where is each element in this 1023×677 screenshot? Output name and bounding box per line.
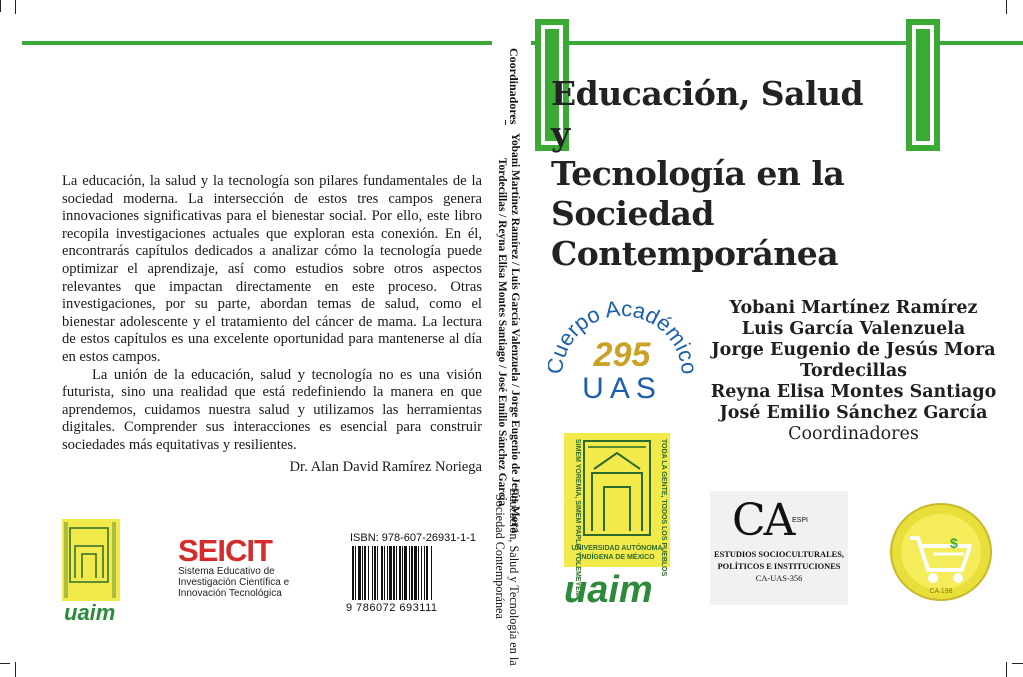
cart-logo-label: CA 198 [929, 588, 953, 595]
ca-line-3: CA-UAS-356 [755, 574, 803, 583]
cuerpo-academico-institution: UAS [582, 372, 662, 405]
barcode-bar [414, 546, 417, 600]
barcode-bar [426, 546, 428, 600]
author-name: Yobani Martínez Ramírez [729, 298, 978, 318]
ca-line-1: ESTUDIOS SOCIOCULTURALES, [713, 550, 844, 559]
spine-authors-line-2: Tordecillas / Reyna Elisa Montes Santiago / José Emilio Sánchez García [496, 158, 508, 507]
top-green-bar-left [22, 41, 492, 45]
barcode-bar [355, 546, 356, 600]
barcode-bar [399, 546, 401, 600]
spine-title-line-1: Educación, Salud y Tecnología en la [507, 488, 521, 666]
crop-mark [0, 663, 10, 664]
uaim-university-line-1: UNIVERSIDAD AUTÓNOMA [571, 545, 663, 552]
barcode-bars [350, 546, 466, 602]
back-cover-synopsis [62, 173, 482, 455]
uaim-logo-small [60, 518, 130, 628]
seicit-line-2: Investigación Científica e [178, 577, 290, 588]
uaim-wordmark-small: uaim [64, 600, 116, 625]
shopping-cart-icon [888, 502, 994, 602]
seicit-line-3: Innovación Tecnológica [178, 588, 282, 599]
coordinadores-label: Coordinadores [788, 424, 919, 444]
barcode-bar [396, 546, 397, 600]
book-title-line-3: Sociedad [551, 194, 714, 233]
barcode-bar [424, 546, 425, 600]
shopping-cart-logo [888, 502, 994, 602]
uaim-side-text-right: TODA LA GENTE, TODOS LOS PUEBLOS [660, 439, 667, 577]
ca-mark: CA [732, 495, 794, 546]
uaim-emblem-small-icon [60, 518, 130, 604]
barcode-bar [352, 546, 354, 600]
book-title-line-4: Contemporánea [551, 234, 839, 273]
cuerpo-academico-number: 295 [593, 336, 651, 374]
barcode-bar [404, 546, 407, 600]
uaim-wordmark-large: uaim [564, 569, 653, 611]
barcode-bar [358, 546, 361, 600]
barcode-bar [402, 546, 403, 600]
barcode-bar [389, 546, 392, 600]
barcode-bar [421, 546, 422, 600]
book-title-line-1: Educación, Salud y [551, 74, 864, 153]
top-green-bar-right [531, 41, 1023, 45]
barcode-bar [364, 546, 366, 600]
barcode-bar [387, 546, 388, 600]
author-name: José Emilio Sánchez García [719, 403, 988, 423]
synopsis-paragraph-2: La unión de la educación, salud y tecnología no es una visión futurista, sino una realidad que está redefiniendo la manera en que aprendemos, cuidamos nuestra salud y utilizamos las herramientas digitales. Comprender sus interacciones es esencial para construir sociedades más equitativas y resilientes. [62, 366, 482, 453]
cuerpo-academico-arc-text: uerpo Académi [548, 295, 694, 362]
author-name: Luis García Valenzuela [741, 319, 966, 339]
barcode-bar [381, 546, 383, 600]
coordinators-list [700, 298, 1007, 445]
foreword-signature: Dr. Alan David Ramírez Noriega [289, 459, 482, 475]
uaim-logo-large [564, 433, 674, 613]
author-name: Tordecillas [799, 361, 908, 381]
crop-mark [0, 0, 1, 12]
isbn-label: ISBN: 978-607-26931-1-1 [350, 532, 476, 544]
barcode-bar [431, 546, 432, 600]
crop-mark [15, 0, 16, 14]
crop-mark [1012, 663, 1023, 664]
uaim-university-line-2: INDÍGENA DE MÉXICO [579, 554, 655, 561]
spine-coordinadores: Coordinadores [507, 48, 521, 125]
synopsis-paragraph-1: La educación, la salud y la tecnología son pilares fundamentales de la sociedad moderna. La intersección de estos tres campos genera innovaciones significativas para el bienestar social. Por ello, este libro recopila investigaciones actuales que exploran esta conexión. En él, encontrarás capítulos dedicados a analizar cómo la tecnología puede optimizar el aprendizaje, así como estudios sobre otros aspectos relevantes que impactan directamente en este proceso. Otras investigaciones, por su parte, abordan temas de salud, como el bienestar adolescente y el tratamiento del cáncer de mama. La lectura de estos capítulos es una excelente oportunidad para mantenerse al día en estos campos. [62, 173, 482, 365]
barcode-bar [411, 546, 413, 600]
book-title [551, 74, 881, 274]
seicit-logo [178, 533, 318, 606]
barcode-digits: 9 786072 693111 [346, 602, 438, 614]
barcode-bar [362, 546, 363, 600]
spine-title-line-2: Sociedad Contemporánea [493, 494, 507, 619]
ca-line-2: POLÍTICOS E INSTITUCIONES [717, 562, 841, 571]
barcode-bar [409, 546, 410, 600]
barcode-bar [377, 546, 378, 600]
seicit-line-1: Sistema Educativo de [178, 566, 275, 577]
barcode-bar [418, 546, 419, 600]
barcode-bar [384, 546, 385, 600]
barcode-bar [368, 546, 369, 600]
book-title-line-2: Tecnología en la [551, 154, 845, 193]
svg-text:$: $ [950, 535, 958, 551]
barcode-bar [372, 546, 373, 600]
crop-mark [1006, 662, 1007, 677]
ca-espi-logo [710, 491, 848, 605]
seicit-wordmark: SEICIT [178, 533, 272, 568]
ca-espi-label: ESPI [792, 517, 808, 524]
barcode-bar [374, 546, 376, 600]
uaim-side-text-left: SIMEM YOREMIA, SIMEM PAPLIA YOLEMEYEM [574, 439, 581, 597]
green-bookmark-right [906, 19, 940, 151]
barcode-bar [393, 546, 395, 600]
author-name: Jorge Eugenio de Jesús Mora [711, 340, 996, 360]
crop-mark [15, 662, 16, 677]
spine-authors-line-1: Yobani Martínez Ramírez / Luis García Valenzuela / Jorge Eugenio de Jesús Mora [509, 133, 521, 534]
crop-mark [1006, 0, 1007, 14]
cuerpo-academico-logo [548, 290, 694, 410]
barcode [350, 546, 466, 602]
author-name: Reyna Elisa Montes Santiago [710, 382, 997, 402]
